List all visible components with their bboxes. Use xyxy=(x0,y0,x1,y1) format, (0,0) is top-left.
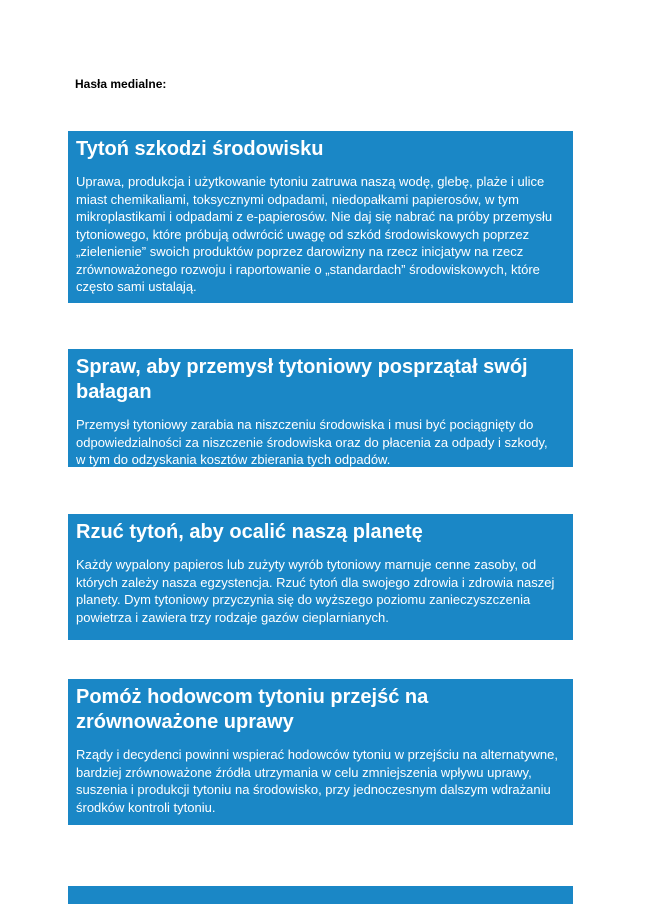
slogan-card xyxy=(68,349,573,467)
slogan-body: Każdy wypalony papieros lub zużyty wyrób tytoniowy marnuje cenne zasoby, od których zależy nasza egzystencja. Rzuć tytoń dla swojego zdrowia i zdrowia naszej planety. Dym tytoniowy przyczynia się do wyższego poziomu zanieczyszczenia powietrza i zawiera trzy rodzaje gazów cieplarnianych. xyxy=(76,557,555,625)
slogan-card xyxy=(68,679,573,825)
slogan-body: Przemysł tytoniowy zarabia na niszczeniu środowiska i musi być pociągnięty do odpowiedzialności za niszczenie środowiska oraz do płacenia za odpady i szkody, w tym do odzyskania kosztów zbierania tych odpadów. xyxy=(76,417,548,467)
slogan-body: Uprawa, produkcja i użytkowanie tytoniu zatruwa naszą wodę, glebę, plaże i ulice miast chemikaliami, toksycznymi odpadami, niedopałkami papierosów, w tym mikroplastikami i odpadami z e-papierosów. Nie daj się nabrać na próby przemysłu tytoniowego, które próbują odwrócić uwagę od szkód środowiskowych poprzez „zielenienie” swoich produktów poprzez darowizny na rzecz inicjatyw na rzecz zrównoważonego rozwoju i raportowanie o „standardach” środowiskowych, które często sami ustalają. xyxy=(76,174,553,294)
slogan-card-partial xyxy=(68,886,573,904)
slogan-heading: Tytoń szkodzi środowisku xyxy=(76,138,324,160)
slogan-heading: Pomóż hodowcom tytoniu przejść na zrównoważone uprawy xyxy=(76,686,429,733)
slogan-heading: Spraw, aby przemysł tytoniowy posprzątał swój bałagan xyxy=(76,356,528,403)
slogan-heading: Rzuć tytoń, aby ocalić naszą planetę xyxy=(76,521,423,543)
slogan-card xyxy=(68,514,573,640)
slogan-card xyxy=(68,131,573,303)
slogan-body: Rządy i decydenci powinni wspierać hodowców tytoniu w przejściu na alternatywne, bardziej zrównoważone źródła utrzymania w celu zmniejszenia wpływu uprawy, suszenia i produkcji tytoniu na środowisko, przy jednoczesnym dalszym wdrażaniu środków kontroli tytoniu. xyxy=(76,747,558,815)
page-label: Hasła medialne: xyxy=(75,77,167,91)
